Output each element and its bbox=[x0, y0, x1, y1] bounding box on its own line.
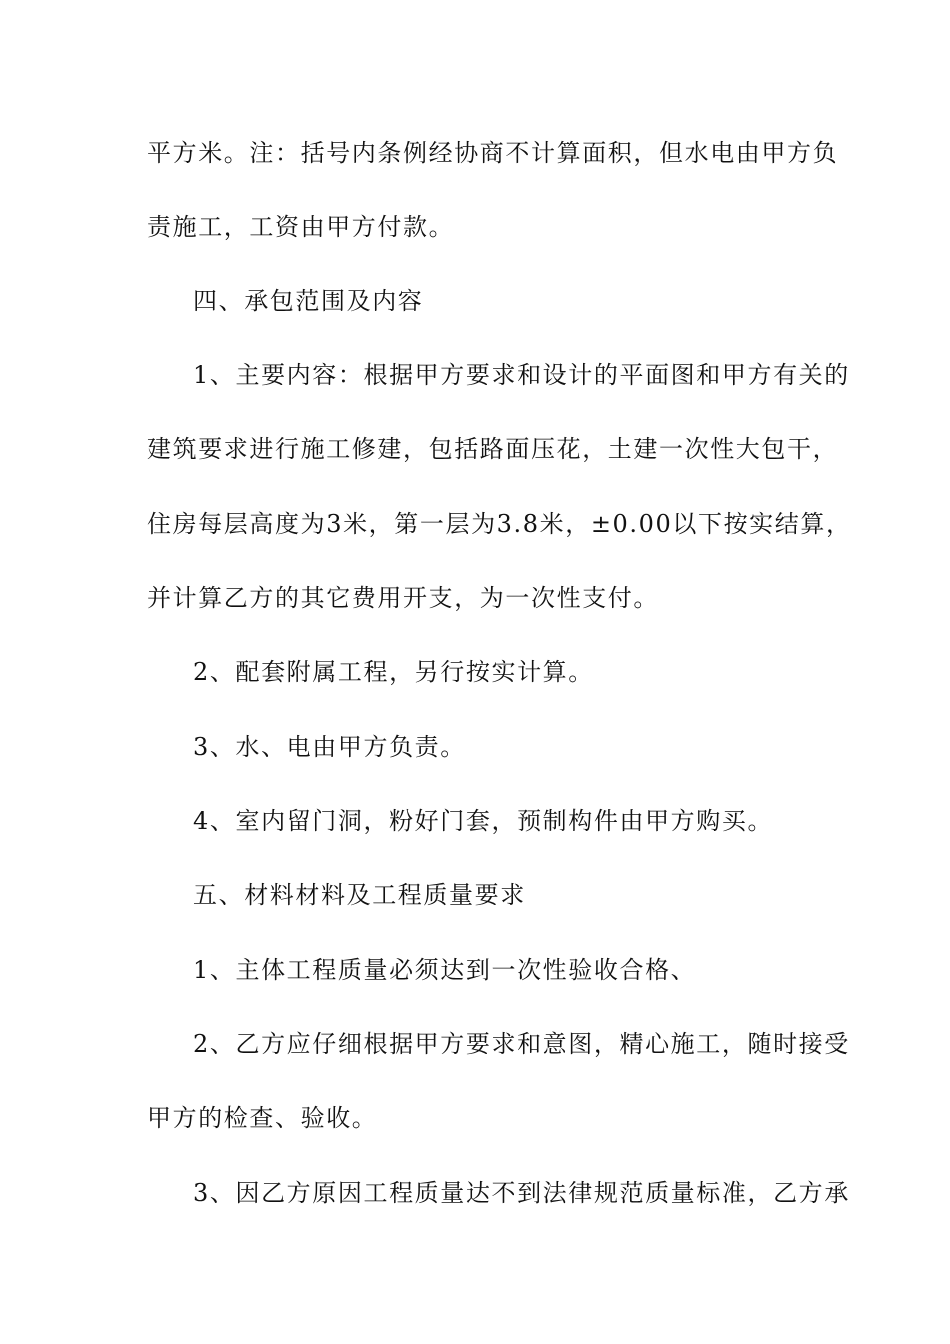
section-heading: 四、承包范围及内容 bbox=[193, 287, 424, 315]
paragraph-line: 2、配套附属工程，另行按实计算。 bbox=[193, 658, 594, 686]
paragraph-line: 3、因乙方原因工程质量达不到法律规范质量标准，乙方承 bbox=[193, 1179, 850, 1207]
paragraph-line: 2、乙方应仔细根据甲方要求和意图，精心施工，随时接受 bbox=[193, 1030, 850, 1058]
paragraph-line: 甲方的检查、验收。 bbox=[147, 1104, 378, 1132]
paragraph-line: 1、主要内容：根据甲方要求和设计的平面图和甲方有关的 bbox=[193, 361, 850, 389]
paragraph-line: 责施工，工资由甲方付款。 bbox=[147, 213, 455, 241]
paragraph-line: 并计算乙方的其它费用开支，为一次性支付。 bbox=[147, 584, 659, 612]
paragraph-line: 住房每层高度为3米，第一层为3.8米，±0.00以下按实结算， bbox=[147, 510, 852, 538]
section-heading: 五、材料材料及工程质量要求 bbox=[193, 881, 526, 909]
paragraph-line: 建筑要求进行施工修建，包括路面压花，土建一次性大包干， bbox=[147, 435, 839, 463]
paragraph-line: 3、水、电由甲方负责。 bbox=[193, 733, 466, 761]
paragraph-line: 4、室内留门洞，粉好门套，预制构件由甲方购买。 bbox=[193, 807, 774, 835]
paragraph-line: 1、主体工程质量必须达到一次性验收合格、 bbox=[193, 956, 697, 984]
paragraph-line: 平方米。注：括号内条例经协商不计算面积，但水电由甲方负 bbox=[147, 139, 839, 167]
